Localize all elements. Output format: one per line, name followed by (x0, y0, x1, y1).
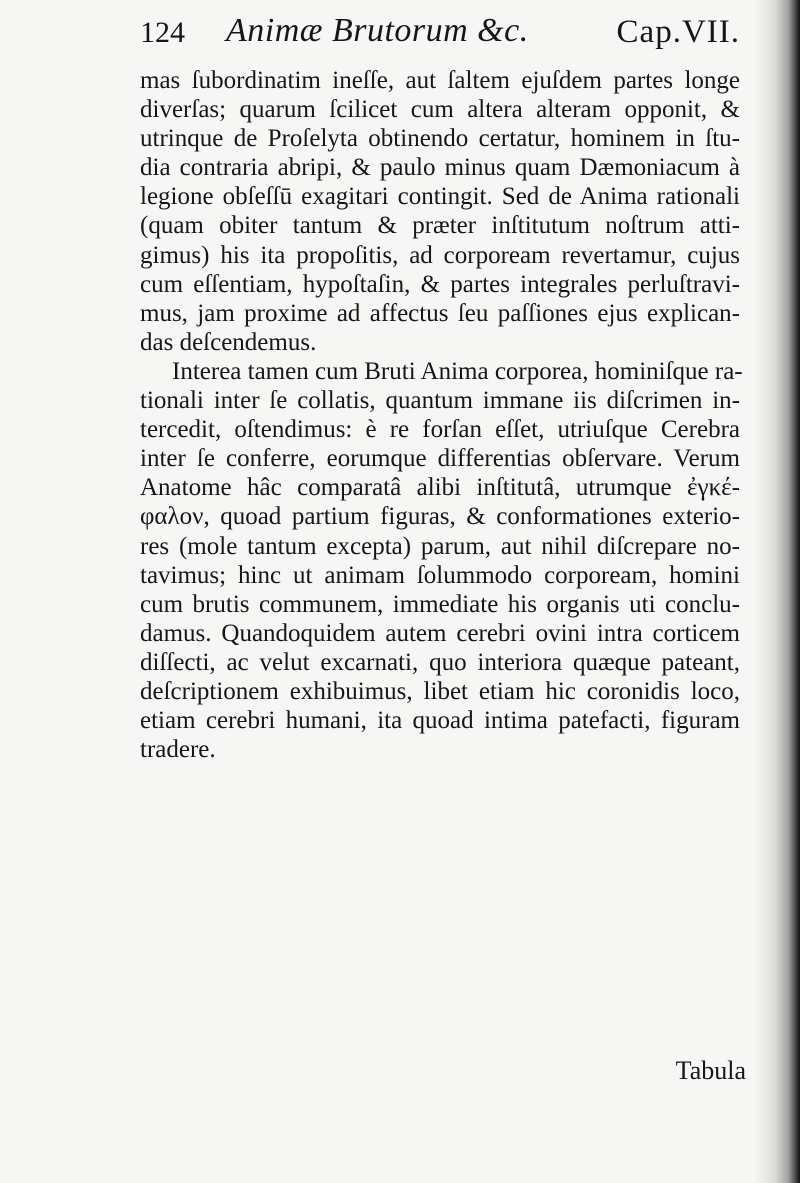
catchword: Tabula (675, 1056, 746, 1085)
text-line: diſſecti, ac velut excarnati, quo interiora quæque pateant, (140, 648, 740, 676)
text-line: cum brutis communem, immediate his organis uti conclu- (140, 590, 740, 618)
text-line: tradere. (140, 736, 216, 764)
running-header (140, 6, 740, 56)
text-line: gimus) his ita propoſitis, ad corpoream revertamur, cujus (140, 241, 740, 269)
chapter-label: Cap.VII. (616, 14, 740, 50)
paragraph-first-line: Interea tamen cum Bruti Anima corporea, hominiſque ra- (172, 357, 743, 385)
page-number: 124 (140, 16, 185, 49)
text-line: tavimus; hinc ut animam ſolummodo corpoream, homini (140, 561, 740, 589)
text-line: res (mole tantum excepta) parum, aut nihil diſcrepare no- (140, 532, 740, 560)
text-line: inter ſe conferre, eorumque differentias obſervare. Verum (140, 445, 740, 473)
text-line: tercedit, oſtendimus: è re forſan eſſet, utriuſque Cerebra (140, 416, 740, 444)
text-line: (quam obiter tantum & præter inſtitutum noſtrum atti- (140, 212, 740, 240)
text-line: φαλον, quoad partium figuras, & conformationes exterio- (140, 503, 740, 531)
book-spine-shadow (754, 0, 800, 1183)
text-line: damus. Quandoquidem autem cerebri ovini intra corticem (140, 619, 740, 647)
text-line: cum eſſentiam, hypoſtaſin, & partes integrales perluſtravi- (140, 270, 740, 298)
text-line: das deſcendemus. (140, 328, 317, 356)
running-title: Animæ Brutorum &c. (226, 12, 529, 49)
text-line: deſcriptionem exhibuimus, libet etiam hic coronidis loco, (140, 677, 740, 705)
text-line: dia contraria abripi, & paulo minus quam Dæmoniacum à (140, 154, 740, 182)
body-text (140, 66, 743, 764)
text-line: mus, jam proxime ad affectus ſeu paſſiones ejus explican- (140, 299, 740, 327)
text-line: legione obſeſſū exagitari contingit. Sed de Anima rationali (140, 183, 740, 211)
text-line: Anatome hâc comparatâ alibi inſtitutâ, utrumque ἐγκέ- (140, 474, 740, 502)
text-line: tionali inter ſe collatis, quantum immane iis diſcrimen in- (140, 387, 740, 415)
text-line: utrinque de Proſelyta obtinendo certatur, hominem in ſtu- (140, 125, 740, 153)
text-line: diverſas; quarum ſcilicet cum altera alteram opponit, & (140, 96, 740, 124)
text-line: mas ſubordinatim ineſſe, aut ſaltem ejuſdem partes longe (140, 67, 740, 94)
text-line: etiam cerebri humani, ita quoad intima patefacti, figuram (140, 707, 740, 735)
